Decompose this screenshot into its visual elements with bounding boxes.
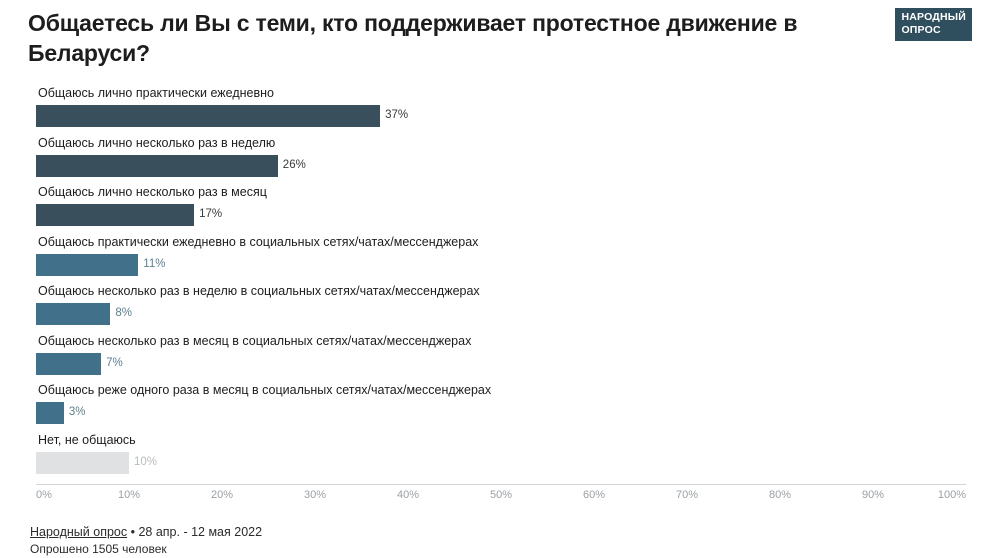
x-axis xyxy=(36,484,966,506)
axis-tick-label: 30% xyxy=(303,489,327,501)
bar-track xyxy=(36,155,966,177)
bar-track xyxy=(36,402,966,424)
bar xyxy=(36,452,129,474)
bar xyxy=(36,303,110,325)
bar xyxy=(36,105,380,127)
chart-row xyxy=(36,332,966,382)
bar-category-label: Общаюсь лично практически ежедневно xyxy=(38,86,274,100)
badge-line-1: НАРОДНЫЙ xyxy=(901,11,966,23)
bar xyxy=(36,254,138,276)
axis-tick-label: 50% xyxy=(489,489,513,501)
sample-size: Опрошено 1505 человек xyxy=(30,542,167,556)
badge-line-2: ОПРОС xyxy=(901,24,941,36)
bar-value-label: 3% xyxy=(68,406,86,418)
axis-tick-label: 60% xyxy=(582,489,606,501)
axis-tick-label: 70% xyxy=(675,489,699,501)
axis-tick-label: 10% xyxy=(117,489,141,501)
bar-value-label: 11% xyxy=(143,257,166,270)
chart-row xyxy=(36,84,966,134)
poll-logo-badge xyxy=(895,8,972,41)
axis-tick-label: 20% xyxy=(210,489,234,501)
axis-tick-label: 100% xyxy=(937,489,966,501)
chart-row xyxy=(36,431,966,481)
bar-track xyxy=(36,452,966,474)
bar-category-label: Общаюсь лично несколько раз в неделю xyxy=(38,135,276,150)
bar xyxy=(36,402,64,424)
chart-row xyxy=(36,233,966,283)
bar-category-label: Общаюсь практически ежедневно в социальных сетях/чатах/мессенджерах xyxy=(38,234,479,249)
page-title: Общаетесь ли Вы с теми, кто поддерживает протестное движение в Беларуси? xyxy=(28,10,798,66)
chart-row xyxy=(36,134,966,184)
bar-value-label: 37% xyxy=(385,109,409,121)
bar-value-label: 8% xyxy=(115,307,133,319)
axis-tick-label: 40% xyxy=(396,489,420,501)
bar-value-label: 10% xyxy=(134,455,158,468)
chart-row xyxy=(36,381,966,431)
bar-category-label: Общаюсь несколько раз в неделю в социальных сетях/чатах/мессенджерах xyxy=(38,284,480,298)
bar xyxy=(36,155,278,177)
footer-period: • 28 апр. - 12 мая 2022 xyxy=(127,525,263,539)
bar-track xyxy=(36,204,966,226)
chart-row xyxy=(36,282,966,332)
bar-value-label: 26% xyxy=(282,158,306,171)
bar-chart xyxy=(36,84,966,494)
source-link[interactable]: Народный опрос xyxy=(30,525,128,539)
bar-category-label: Общаюсь несколько раз в месяц в социальных сетях/чатах/мессенджерах xyxy=(38,333,472,348)
bar-track xyxy=(36,254,966,276)
bar-track xyxy=(36,303,966,325)
bar-track xyxy=(36,353,966,375)
axis-tick-label: 90% xyxy=(861,489,885,501)
footer xyxy=(30,524,262,558)
bar-category-label: Общаюсь лично несколько раз в месяц xyxy=(38,185,267,199)
bar-category-label: Нет, не общаюсь xyxy=(38,432,136,447)
bar-value-label: 17% xyxy=(199,208,223,220)
chart-row xyxy=(36,183,966,233)
bar-category-label: Общаюсь реже одного раза в месяц в социальных сетях/чатах/мессенджерах xyxy=(38,383,492,397)
bar-value-label: 7% xyxy=(106,356,123,369)
bar-track xyxy=(36,105,966,127)
axis-tick-label: 0% xyxy=(36,489,52,501)
axis-line xyxy=(36,484,966,485)
bar xyxy=(36,353,101,375)
bar xyxy=(36,204,194,226)
axis-tick-label: 80% xyxy=(768,489,792,501)
